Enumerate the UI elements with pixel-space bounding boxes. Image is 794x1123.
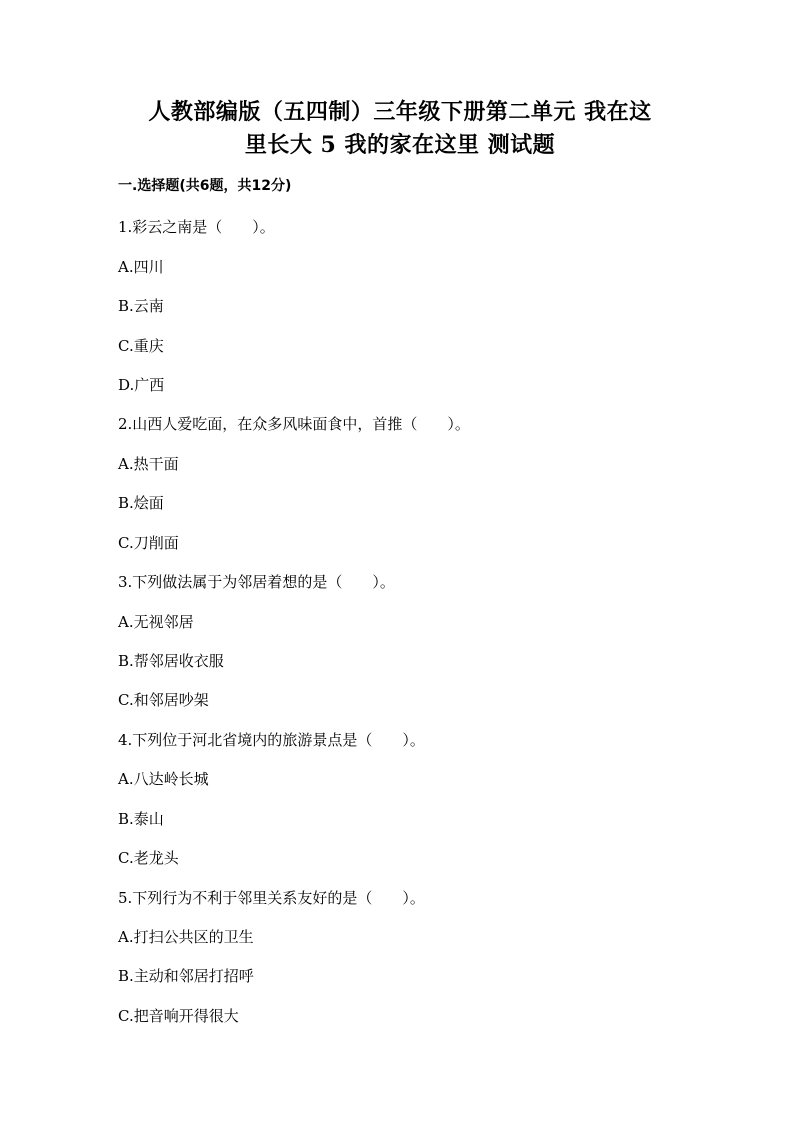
question-4-option-a: A.八达岭长城 (118, 770, 209, 788)
question-1-option-c: C.重庆 (118, 337, 164, 355)
question-5-option-b: B.主动和邻居打招呼 (118, 967, 254, 985)
question-2-option-b: B.烩面 (118, 494, 164, 512)
question-5-stem: 5.下列行为不利于邻里关系友好的是（ ）。 (118, 889, 425, 907)
page-title-line-1: 人教部编版（五四制）三年级下册第二单元 我在这 (148, 99, 652, 125)
question-5-option-a: A.打扫公共区的卫生 (118, 928, 254, 946)
question-4-option-c: C.老龙头 (118, 849, 179, 867)
question-3-option-c: C.和邻居吵架 (118, 691, 209, 709)
question-4-option-b: B.泰山 (118, 810, 164, 828)
question-3-option-a: A.无视邻居 (118, 613, 194, 631)
question-1-option-b: B.云南 (118, 297, 164, 315)
section-heading: 一.选择题(共6题，共12分) (118, 178, 292, 194)
question-3-stem: 3.下列做法属于为邻居着想的是（ ）。 (118, 573, 395, 591)
question-5-option-c: C.把音响开得很大 (118, 1007, 239, 1025)
question-1-stem: 1.彩云之南是（ ）。 (118, 218, 275, 236)
question-3-option-b: B.帮邻居收衣服 (118, 652, 224, 670)
page-title-line-2: 里长大 5 我的家在这里 测试题 (244, 132, 556, 158)
question-1-option-a: A.四川 (118, 258, 164, 276)
question-2-option-a: A.热干面 (118, 455, 179, 473)
question-1-option-d: D.广西 (118, 376, 165, 394)
question-2-stem: 2.山西人爱吃面，在众多风味面食中，首推（ ）。 (118, 415, 470, 433)
question-2-option-c: C.刀削面 (118, 534, 179, 552)
question-4-stem: 4.下列位于河北省境内的旅游景点是（ ）。 (118, 731, 425, 749)
